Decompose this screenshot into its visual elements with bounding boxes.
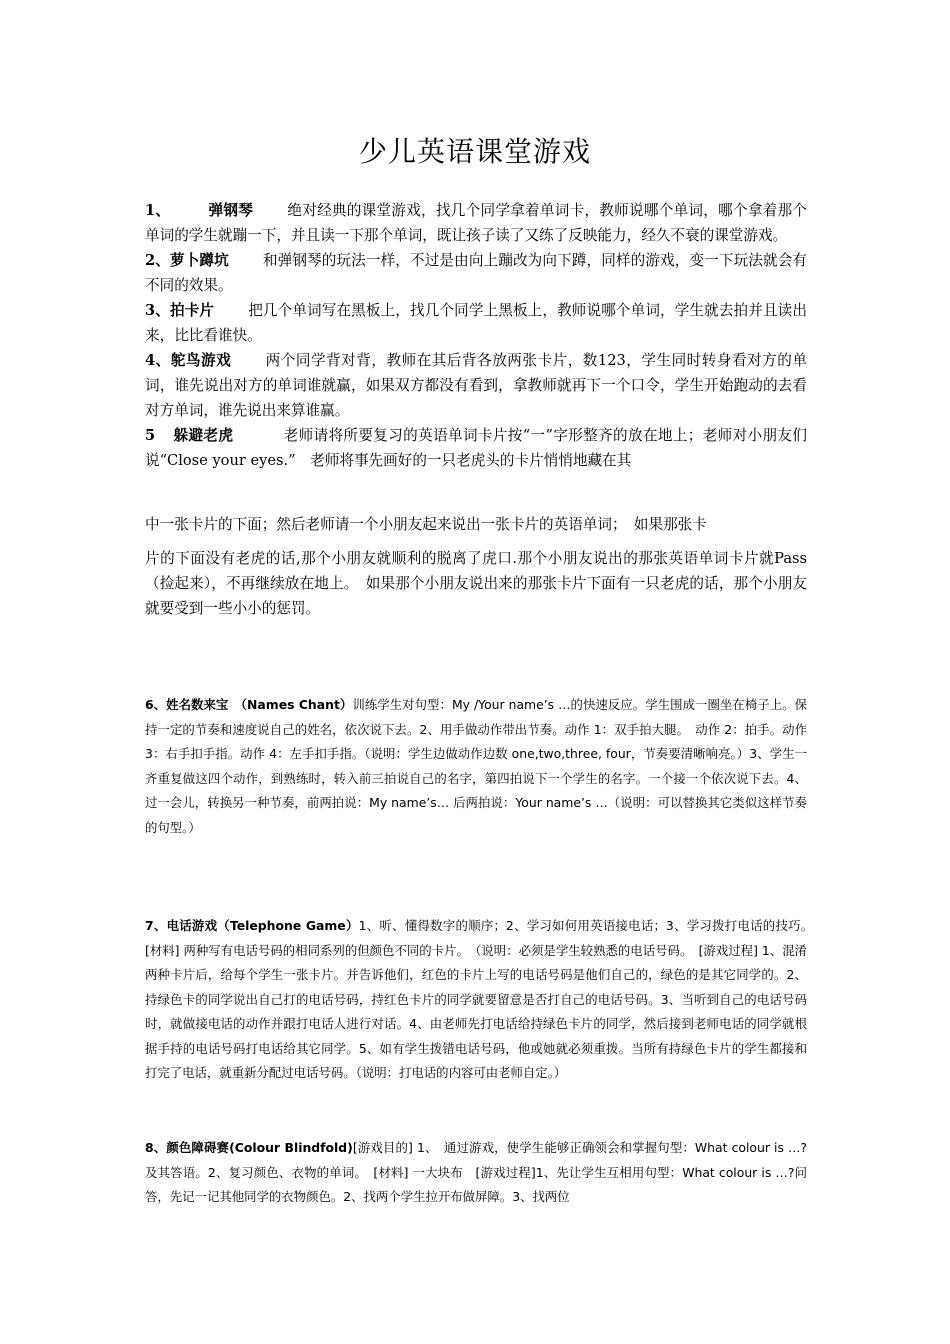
game-number: 2、 bbox=[145, 252, 170, 269]
game-text: 1、听、懂得数字的顺序；2、学习如何用英语接电话；3、学习拨打电话的技巧。 [材料] 两种写有电话号码的相同系列的但颜色不同的卡片。 （说明：必须是学生较熟悉的电话号码。 [游戏过程] 1、混淆两种卡片后，给每个学生一张卡片。并告诉他们，红色的卡片上写的电话号码是他们自己的，绿色的是其它同学的。2、持绿色卡的同学说出自己打的电话号码，持红色卡片的同学就要留意是否打自己的电话号码。3、当听到自己的电话号码时，就做接电话的动作并跟打电话人进行对话。4、由老师先打电话给持绿色卡片的同学，然后接到老师电话的同学就根据手持的电话号码打电话给其它同学。5、如有学生拨错电话号码，他或她就必须重拨。当所有持绿色卡片的学生都接和打完了电话，就重新分配过电话号码。（说明：打电话的内容可由老师自定。） bbox=[145, 918, 820, 1080]
game-text: 训练学生对句型：My /Your name’s …的快速反应。学生围成一圈坐在椅子上。保持一定的节奏和速度说自己的姓名，依次说下去。2、用手做动作带出节奏。动作 1：双手拍大腿。 动作 2：拍手。动作 3：右手扣手指。动作 4：左手扣手指。（说明：学生边做动作边数 one,two,three, four，节奏要清晰响亮。）3、学生一齐重复做这四个动作，到熟练时，转入前三拍说自己的名字，第四拍说下一个学生的名字。一个接一个依次说下去。4、过一会儿，转换另一种节奏，前两拍说：My name’s… 后两拍说：Your name’s …（说明：可以替换其它类似这样节奏的句型。） bbox=[145, 697, 807, 835]
game-name: 拍卡片 bbox=[169, 302, 215, 319]
game-item-2 bbox=[145, 248, 807, 298]
game-number: 3、 bbox=[145, 302, 170, 319]
game-heading: 8、颜色障碍赛(Colour Blindfold) bbox=[145, 1140, 353, 1155]
game-number: 1、 bbox=[145, 202, 171, 219]
game-list-top bbox=[145, 198, 807, 473]
game-text: 两个同学背对背，教师在其后背各放两张卡片，数123，学生同时转身看对方的单词，谁先说出对方的单词谁就赢，如果双方都没有看到，拿教师就再下一个口令，学生开始跑动的去看对方单词，谁先说出来算谁赢。 bbox=[145, 352, 807, 419]
game-5-continued-a bbox=[145, 512, 807, 537]
game-text: 把几个单词写在黑板上，找几个同学上黑板上，教师说哪个单词，学生就去拍并且读出来，比比看谁快。 bbox=[145, 302, 807, 344]
game-text: [游戏目的] 1、 通过游戏，使学生能够正确领会和掌握句型：What colour is …?及其答语。2、复习颜色、衣物的单词。 [材料] 一大块布 [游戏过程]1、先让学生互相用句型：What colour is …?问答，先记一记其他同学的衣物颜色。2、找两个学生拉开布做屏障。3、找两位 bbox=[145, 1140, 808, 1204]
game-text: 片的下面没有老虎的话,那个小朋友就顺利的脱离了虎口.那个小朋友说出的那张英语单词卡片就Pass（捡起来），不再继续放在地上。 如果那个小朋友说出来的那张卡片下面有一只老虎的话，那个小朋友就要受到一些小小的惩罚。 bbox=[145, 550, 807, 617]
game-name: 鸵鸟游戏 bbox=[170, 352, 232, 369]
game-number: 4、 bbox=[145, 352, 171, 369]
game-name: 躲避老虎 bbox=[173, 427, 234, 444]
game-item-7 bbox=[145, 914, 820, 1086]
game-item-8 bbox=[145, 1136, 807, 1210]
game-item-4 bbox=[145, 348, 807, 423]
game-number: 5 bbox=[145, 427, 156, 444]
page-title: 少儿英语课堂游戏 bbox=[358, 135, 591, 168]
game-text: 和弹钢琴的玩法一样，不过是由向上蹦改为向下蹲，同样的游戏，变一下玩法就会有不同的效果。 bbox=[145, 252, 807, 294]
game-name: 萝卜蹲坑 bbox=[169, 252, 229, 269]
game-text: 中一张卡片的下面；然后老师请一个小朋友起来说出一张卡片的英语单词； 如果那张卡 bbox=[145, 516, 707, 533]
game-item-3 bbox=[145, 298, 807, 348]
game-5-continued-b bbox=[145, 546, 807, 621]
game-item-5 bbox=[145, 423, 807, 473]
game-heading: 6、姓名数来宝 （Names Chant） bbox=[145, 697, 353, 712]
game-text: 老师请将所要复习的英语单词卡片按“一”字形整齐的放在地上；老师对小朋友们说“Close your eyes.” 老师将事先画好的一只老虎头的卡片悄悄地藏在其 bbox=[145, 427, 807, 469]
game-heading: 7、电话游戏（Telephone Game） bbox=[145, 918, 359, 933]
game-text: 绝对经典的课堂游戏，找几个同学拿着单词卡，教师说哪个单词，哪个拿着那个单词的学生就蹦一下，并且读一下那个单词，既让孩子读了又练了反映能力，经久不衰的课堂游戏。 bbox=[145, 202, 807, 244]
game-name: 弹钢琴 bbox=[208, 202, 254, 219]
game-item-6 bbox=[145, 693, 807, 840]
game-item-1 bbox=[145, 198, 807, 248]
